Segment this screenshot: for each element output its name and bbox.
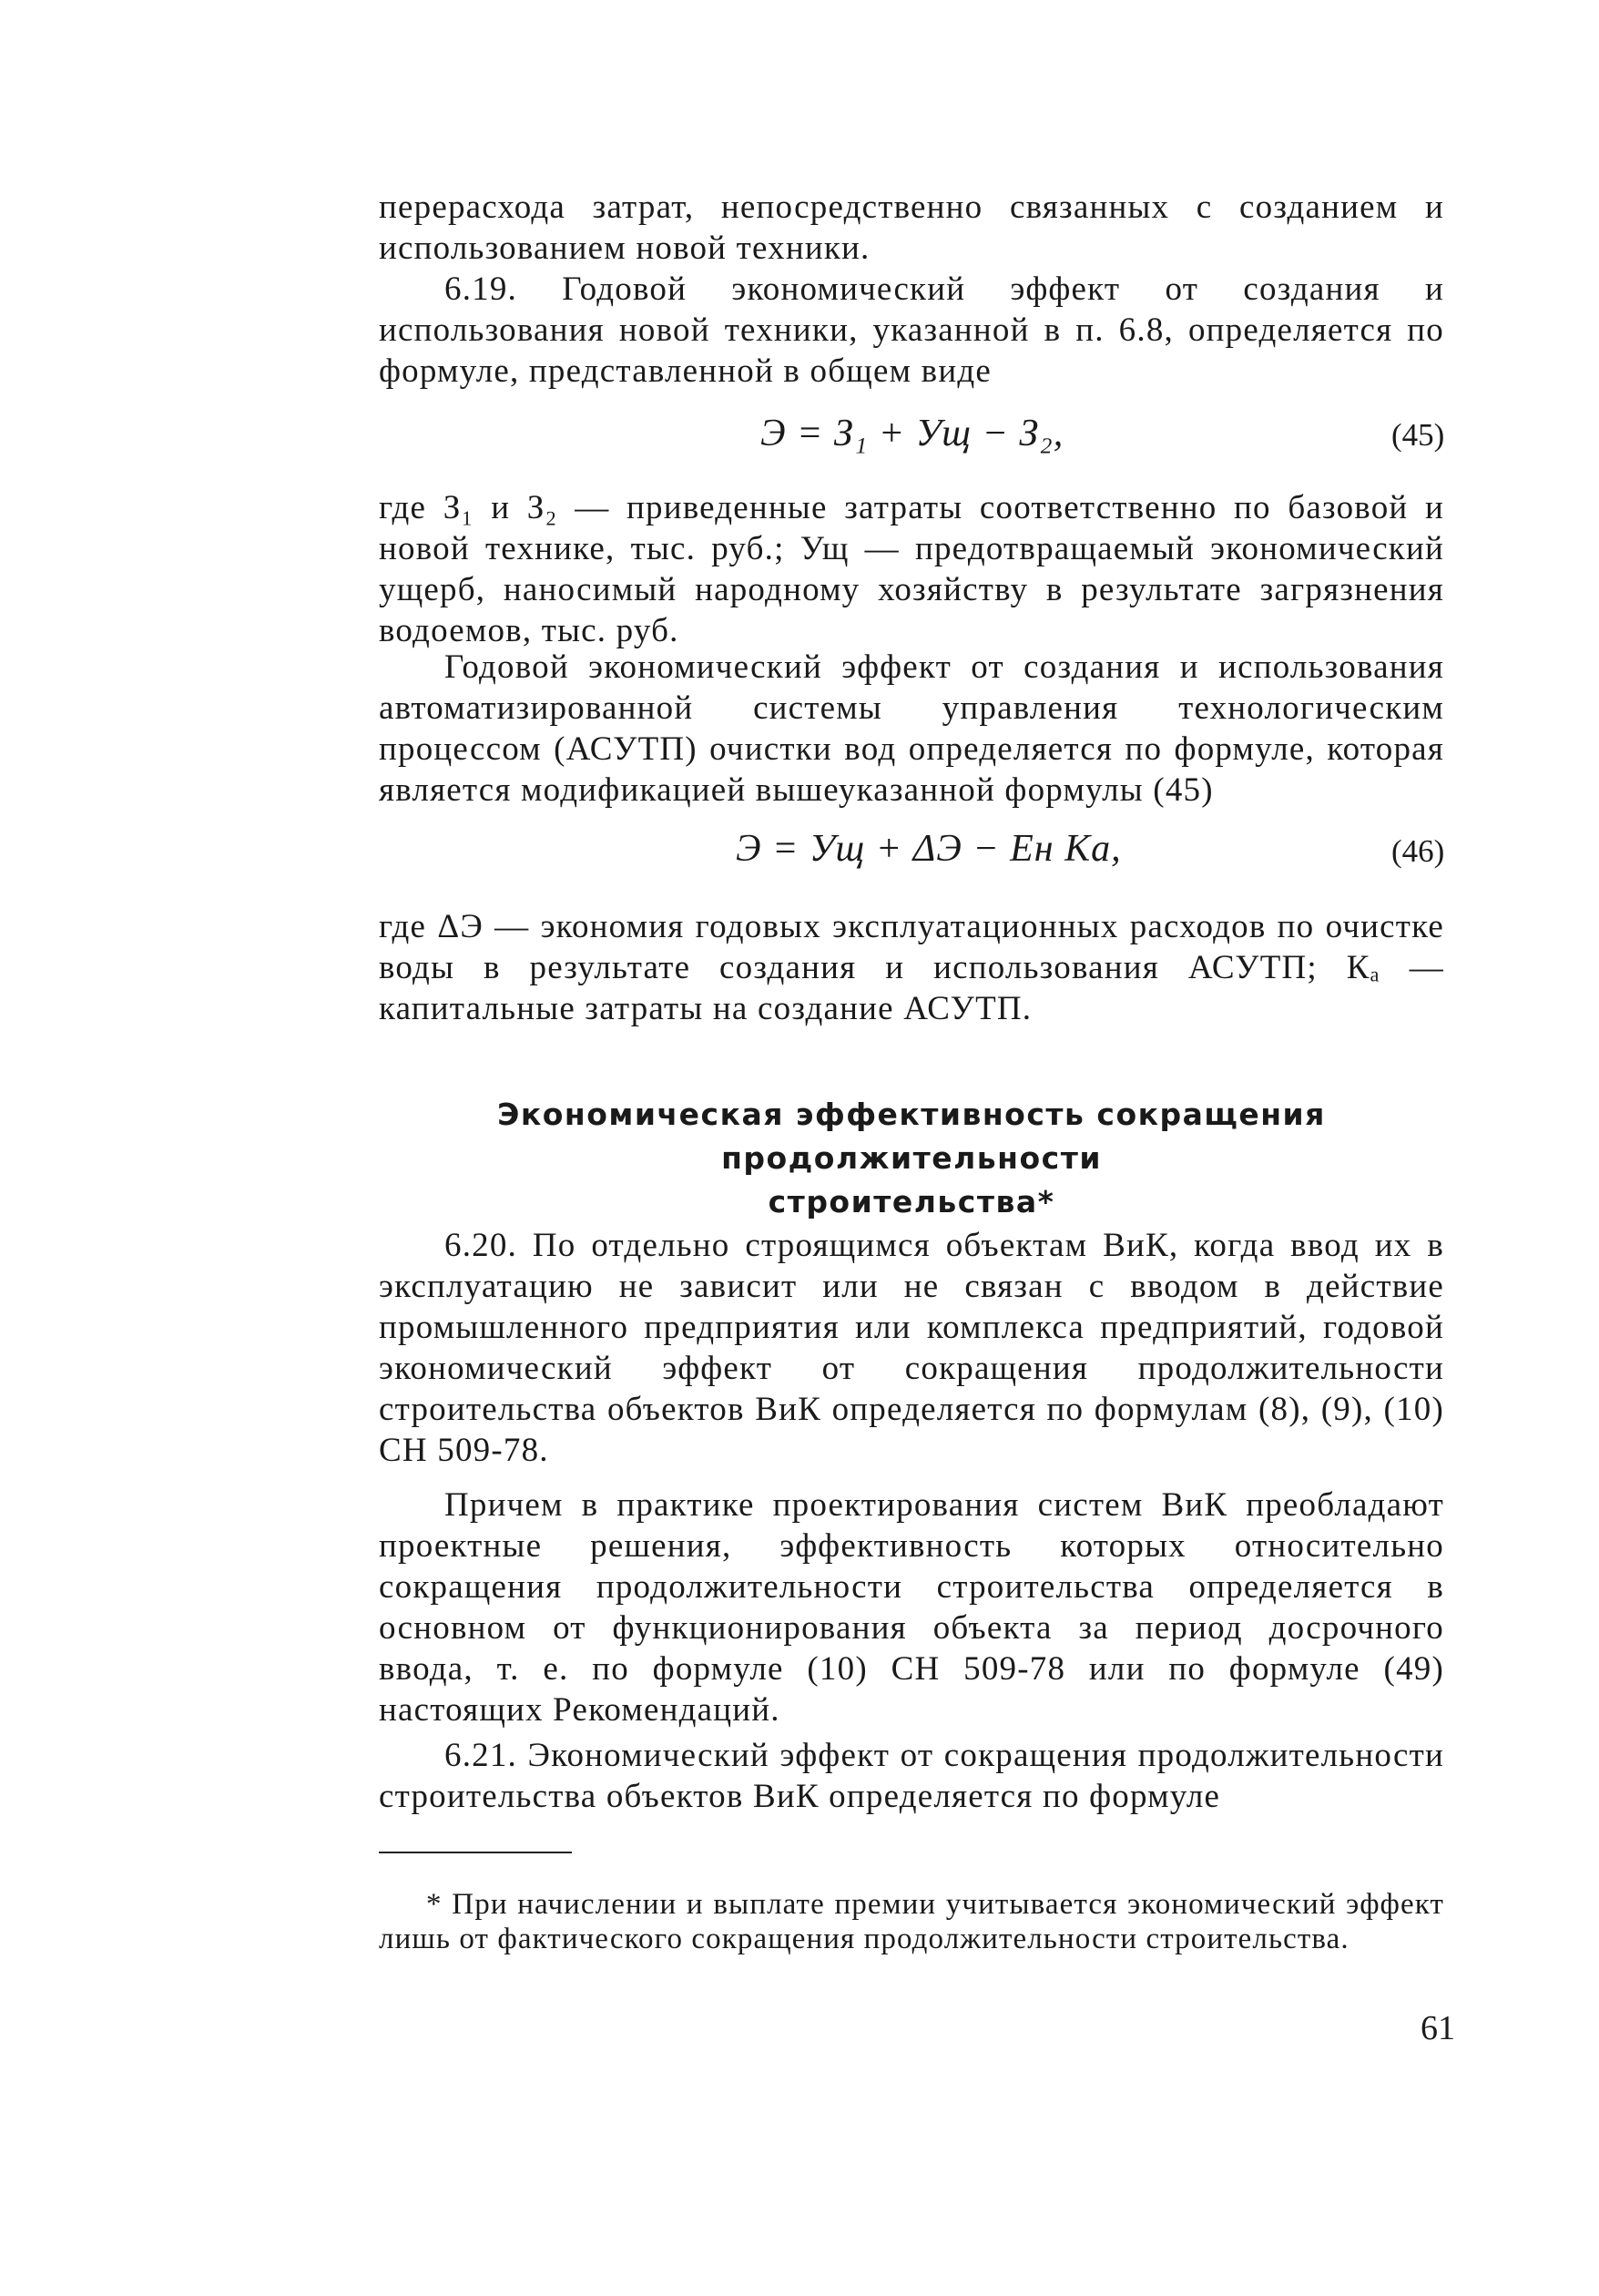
section-heading-line-2: строительства* (768, 1184, 1055, 1219)
formula-46: Э = Ущ + ΔЭ − Eн Kа, (736, 828, 1122, 870)
footnote-divider (379, 1852, 572, 1853)
paragraph-asutp: Годовой экономический эффект от создания и использования автоматизированной системы управления технологическим процессом (АСУТП) очистки вод определяется по формуле, которая является модификацией вышеуказанной формулы (45) (379, 648, 1444, 809)
equation-number-46: (46) (1391, 833, 1445, 869)
paragraph-where-2: где ΔЭ — экономия годовых эксплуатационных расходов по очистке воды в результате создания и использования АСУТП; Кₐ — капитальные затраты на создание АСУТП. (379, 908, 1444, 1027)
paragraph-6-21: 6.21. Экономический эффект от сокращения продолжительности строительства объектов ВиК определяется по формуле (379, 1737, 1444, 1815)
paragraph-where-1: где З₁ и З₂ — приведенные затраты соответственно по базовой и новой технике, тыс. руб.; Ущ — предотвращаемый экономический ущерб, наносимый народному хозяйству в результате загрязнения водоемов, тыс. руб. (379, 489, 1444, 649)
formula-45: Э = З₁ + Ущ − З₂, (760, 413, 1064, 454)
paragraph-6-20: 6.20. По отдельно строящимся объектам ВиК, когда ввод их в эксплуатацию не зависит или не связан с вводом в действие промышленного предприятия или комплекса предприятий, годовой экономический эффект от сокращения продолжительности строительства объектов ВиК определяется по формулам (8), (9), (10) СН 509-78. (379, 1227, 1444, 1469)
paragraph-intro: перерасхода затрат, непосредственно связанных с созданием и использованием новой техники. (379, 189, 1444, 267)
paragraph-6-19: 6.19. Годовой экономический эффект от создания и использования новой техники, указанной в п. 6.8, определяется по формуле, представленной в общем виде (379, 270, 1444, 390)
section-heading (379, 1093, 1444, 1224)
paragraph-prichem: Причем в практике проектирования систем ВиК преобладают проектные решения, эффективность которых относительно сокращения продолжительности строительства определяется в основном от функционирования объекта за период досрочного ввода, т. е. по формуле (10) СН 509-78 или по формуле (49) настоящих Рекомендаций. (379, 1486, 1444, 1729)
equation-number-45: (45) (1391, 417, 1445, 453)
footnote: * При начислении и выплате премии учитывается экономический эффект лишь от фактического сокращения продолжительности строительства. (379, 1888, 1444, 1955)
page-number: 61 (1421, 2009, 1455, 2047)
section-heading-line-1: Экономическая эффективность сокращения продолжительности (497, 1097, 1326, 1176)
